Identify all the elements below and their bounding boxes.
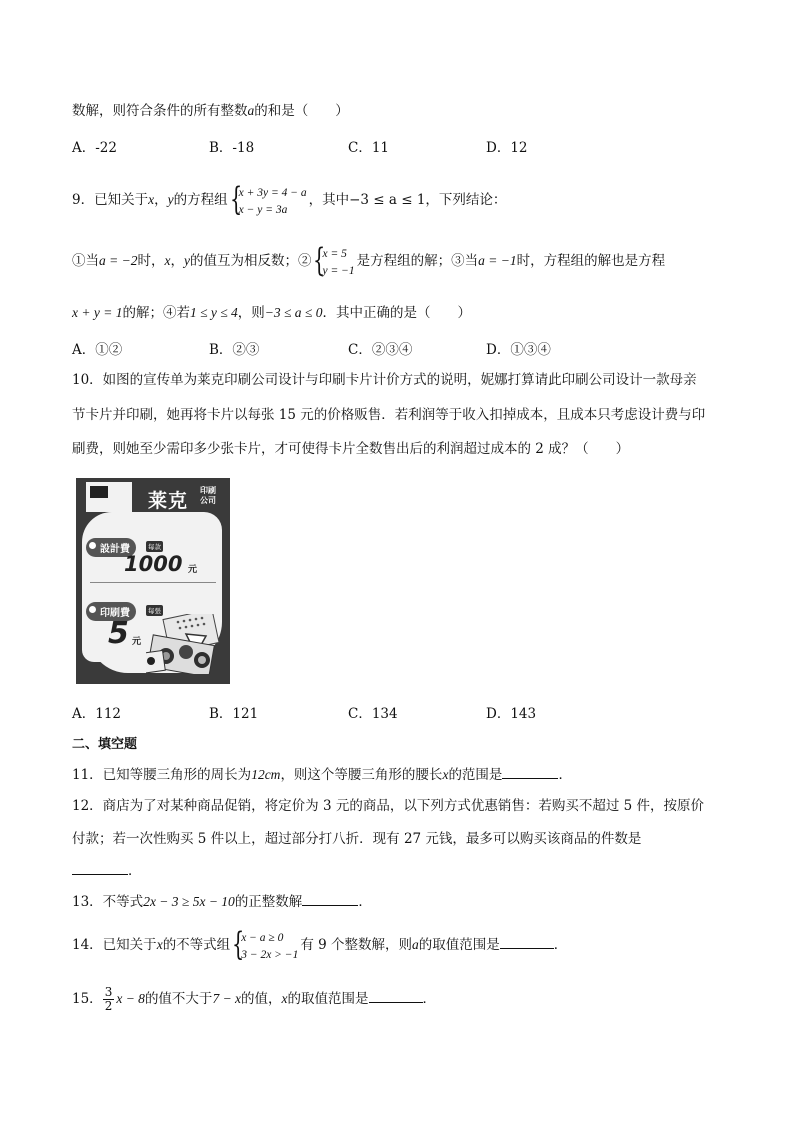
q12-line2: 付款；若一次性购买 5 件以上，超过部分打八折．现有 27 元钱，最多可以购买该商品的件数是	[72, 831, 642, 847]
q14-inequality-system: { x − a ≥ 0 3 − 2x > −1	[232, 924, 299, 963]
q9-option-a: A．①②	[72, 342, 123, 358]
q8-option-d: D．12	[486, 140, 528, 156]
print-company-flyer	[76, 478, 230, 684]
design-fee-tag: 每款	[148, 543, 161, 551]
q10-stem-line2: 节卡片并印刷，她再将卡片以每张 15 元的价格贩售．若利润等于收入扣掉成本，且成本只考虑设计费与印	[72, 407, 706, 423]
print-fee-label: 印刷費	[86, 602, 136, 621]
q12-line1: 12．商店为了对某种商品促销，将定价为 3 元的商品，以下列方式优惠销售：若购买不超过 5 件，按原价	[72, 798, 705, 814]
q9-statements-line2: x + y = 1的解；④若1 ≤ y ≤ 4，则−3 ≤ a ≤ 0．其中正确的是（ ）	[72, 305, 471, 321]
flyer-brand: 莱克 印刷公司	[148, 486, 216, 512]
q10-stem-line3: 刷费，则她至少需印多少张卡片，才可使得卡片全数售出后的利润超过成本的 2 成？（ ）	[72, 441, 630, 457]
section-heading: 二、填空题	[72, 737, 138, 752]
design-fee-value: 1000	[124, 552, 183, 576]
q8-option-b: B．-18	[209, 140, 255, 156]
q13: 13．不等式2x − 3 ≥ 5x − 10的正整数解 ．	[72, 894, 372, 910]
q13-answer-blank[interactable]	[302, 893, 358, 906]
q14: 14．已知关于x的不等式组 { x − a ≥ 0 3 − 2x > −1 有 9 个整数解，则a的取值范围是 ．	[72, 924, 568, 963]
design-fee-label: 設計費	[86, 538, 136, 557]
q15-fraction: $\frac{3}{2}$	[104, 985, 113, 1013]
q10-stem-line1: 10．如图的宣传单为莱克印刷公司设计与印刷卡片计价方式的说明，妮娜打算请此印刷公司设计一款母亲	[72, 372, 697, 388]
q9-equation-system: { x + 3y = 4 − a x − y = 3a	[229, 179, 307, 218]
q15: 15． $\frac{3}{2}$ x − 8的值不大于7 − x的值，x的取值范围是 ．	[72, 985, 437, 1013]
q10-option-b: B．121	[209, 706, 259, 722]
q9-statements-line1: ①当a = −2时，x，y的值互为相反数；② { x = 5 y = −1 是方程组的解；③当a = −1时，方程组的解也是方程	[72, 240, 666, 279]
q14-answer-blank[interactable]	[500, 936, 554, 949]
print-fee-value: 5	[108, 616, 129, 651]
q9-solution-system: { x = 5 y = −1	[313, 240, 355, 279]
q11: 11．已知等腰三角形的周长为12cm，则这个等腰三角形的腰长x的范围是 ．	[72, 767, 572, 783]
q15-answer-blank[interactable]	[369, 990, 423, 1003]
q11-answer-blank[interactable]	[502, 766, 558, 779]
design-fee-unit: 元	[188, 565, 198, 575]
q12-answer-blank[interactable]	[72, 862, 128, 875]
q10-option-d: D．143	[486, 706, 537, 722]
q8-option-c: C．11	[348, 140, 390, 156]
q9-option-b: B．②③	[209, 342, 260, 358]
print-fee-tag: 每張	[148, 607, 161, 615]
q9-stem: 9．已知关于x，y的方程组 { x + 3y = 4 − a x − y = 3a ，其中−3 ≤ a ≤ 1，下列结论：	[72, 179, 507, 218]
q8-stem-tail: 数解，则符合条件的所有整数a的和是（ ）	[72, 103, 349, 119]
q9-option-d: D．①③④	[486, 342, 551, 358]
q12-line3: ．	[72, 862, 142, 880]
printer-icon	[86, 482, 132, 512]
q8-option-a: A．-22	[72, 140, 117, 156]
printed-cards-icon	[146, 614, 226, 674]
q10-option-c: C．134	[348, 706, 398, 722]
q10-option-a: A．112	[72, 706, 122, 722]
q9-option-c: C．②③④	[348, 342, 413, 358]
print-fee-unit: 元	[132, 637, 142, 647]
